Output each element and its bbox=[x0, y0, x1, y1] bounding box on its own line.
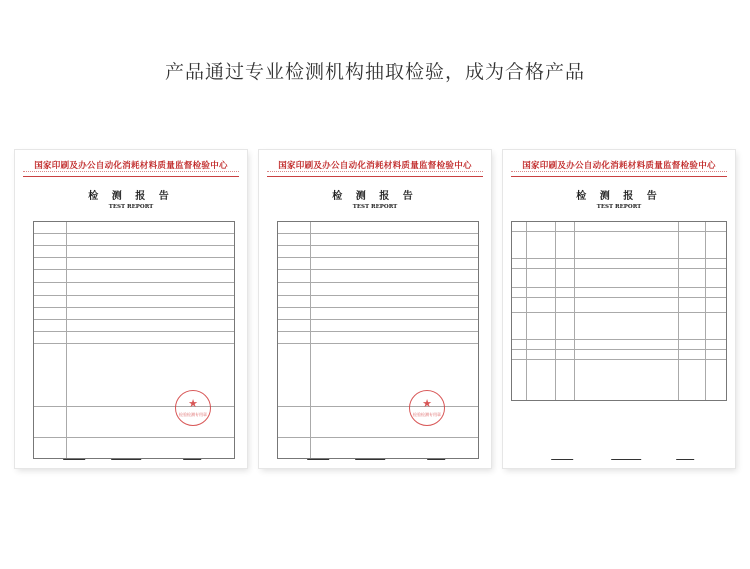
page-headline: 产品通过专业检测机构抽取检验，成为合格产品 bbox=[164, 61, 585, 83]
seal-star-icon: ★ bbox=[422, 397, 432, 410]
report-header-rule bbox=[267, 176, 483, 177]
signature-row bbox=[269, 448, 481, 462]
report-table bbox=[33, 221, 235, 459]
report-header-rule bbox=[23, 176, 239, 177]
signature-mark bbox=[611, 449, 645, 460]
report-org-english-line bbox=[267, 171, 483, 174]
report-title-en: TEST REPORT bbox=[596, 204, 642, 210]
report-title-en: TEST REPORT bbox=[352, 204, 398, 210]
signature-mark bbox=[551, 449, 577, 460]
test-report-image-2 bbox=[259, 150, 491, 468]
report-org-name: 国家印刷及办公自动化消耗材料质量监督检验中心 bbox=[278, 161, 472, 171]
report-org-english-line bbox=[511, 171, 727, 174]
signature-mark bbox=[63, 449, 89, 460]
report-title-en: TEST REPORT bbox=[108, 204, 154, 210]
report-title-cn: 检 测 报 告 bbox=[332, 191, 418, 202]
report-title-cn: 检 测 报 告 bbox=[576, 191, 662, 202]
report-org-english-line bbox=[23, 171, 239, 174]
signature-mark bbox=[111, 449, 145, 460]
signature-mark bbox=[183, 449, 205, 460]
report-header-rule bbox=[511, 176, 727, 177]
red-seal-stamp: ★ 检验检测专用章 bbox=[175, 390, 211, 426]
red-seal-stamp: ★ 检验检测专用章 bbox=[409, 390, 445, 426]
signature-row bbox=[25, 448, 237, 462]
seal-star-icon: ★ bbox=[188, 397, 198, 410]
signature-mark bbox=[676, 449, 698, 460]
signature-mark bbox=[427, 449, 449, 460]
signature-mark bbox=[355, 449, 389, 460]
report-org-name: 国家印刷及办公自动化消耗材料质量监督检验中心 bbox=[34, 161, 228, 171]
report-org-name: 国家印刷及办公自动化消耗材料质量监督检验中心 bbox=[522, 161, 716, 171]
report-results-table bbox=[511, 221, 727, 401]
test-report-image-3 bbox=[503, 150, 735, 468]
signature-row bbox=[513, 448, 725, 462]
report-title-cn: 检 测 报 告 bbox=[88, 191, 174, 202]
signature-mark bbox=[307, 449, 333, 460]
report-table bbox=[277, 221, 479, 459]
test-report-image-1 bbox=[15, 150, 247, 468]
